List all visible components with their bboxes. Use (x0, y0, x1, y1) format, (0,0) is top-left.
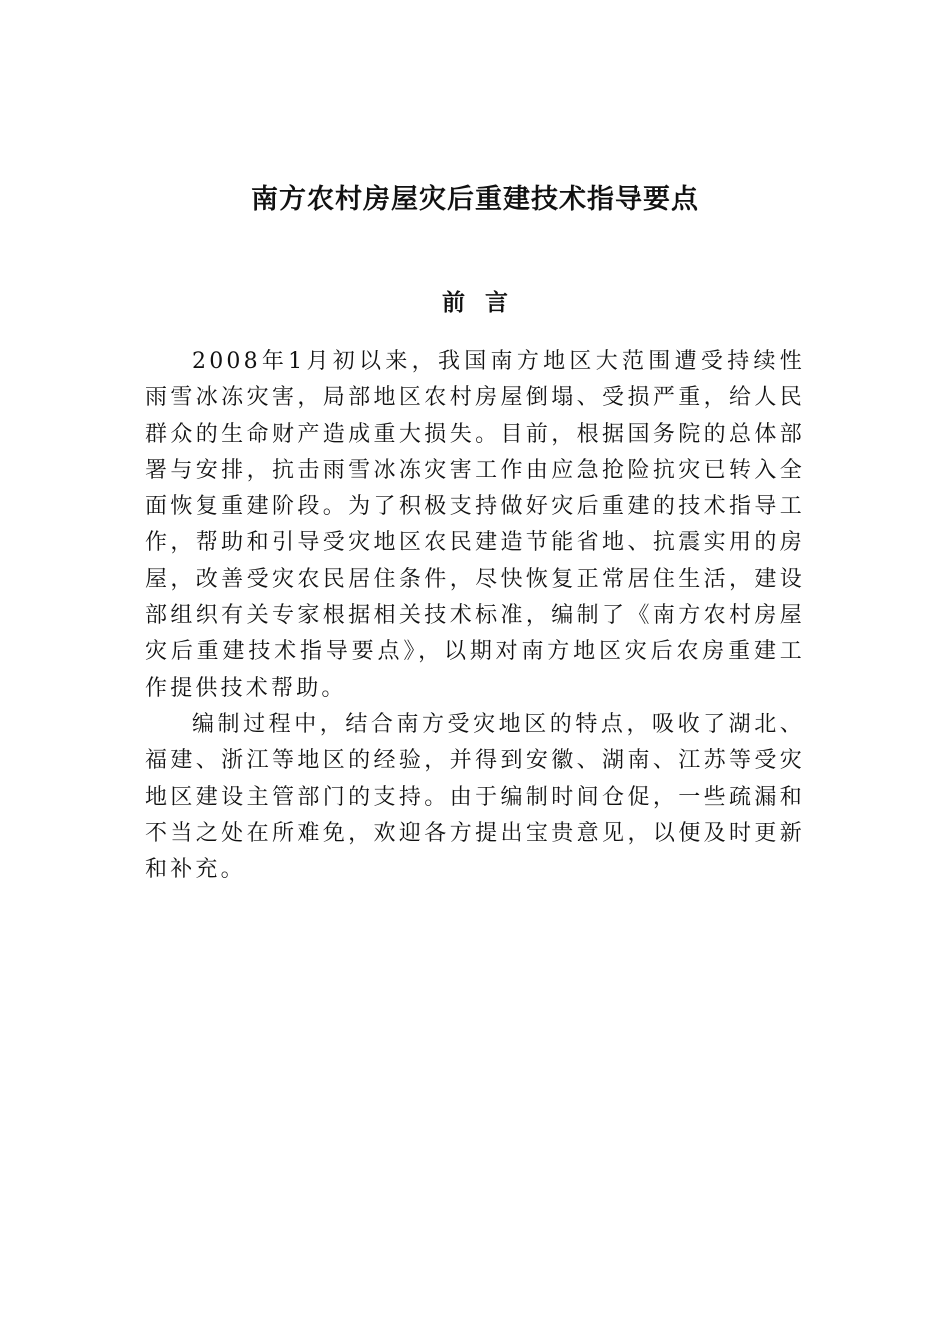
section-heading-preface: 前言 (442, 289, 528, 316)
preface-paragraph-2: 编制过程中，结合南方受灾地区的特点，吸收了湖北、福建、浙江等地区的经验，并得到安徽、湖南、江苏等受灾地区建设主管部门的支持。由于编制时间仓促，一些疏漏和不当之处在所难免，欢迎各方提出宝贵意见，以便及时更新和补充。 (145, 711, 805, 883)
preface-paragraph-1: 2008年1月初以来，我国南方地区大范围遭受持续性雨雪冰冻灾害，局部地区农村房屋倒塌、受损严重，给人民群众的生命财产造成重大损失。目前，根据国务院的总体部署与安排，抗击雨雪冰冻灾害工作由应急抢险抗灾已转入全面恢复重建阶段。为了积极支持做好灾后重建的技术指导工作，帮助和引导受灾地区农民建造节能省地、抗震实用的房屋，改善受灾农民居住条件，尽快恢复正常居住生活，建设部组织有关专家根据相关技术标准，编制了《南方农村房屋灾后重建技术指导要点》，以期对南方地区灾后农房重建工作提供技术帮助。 (145, 349, 805, 701)
document-title: 南方农村房屋灾后重建技术指导要点 (251, 184, 699, 215)
preface-body (145, 344, 805, 888)
